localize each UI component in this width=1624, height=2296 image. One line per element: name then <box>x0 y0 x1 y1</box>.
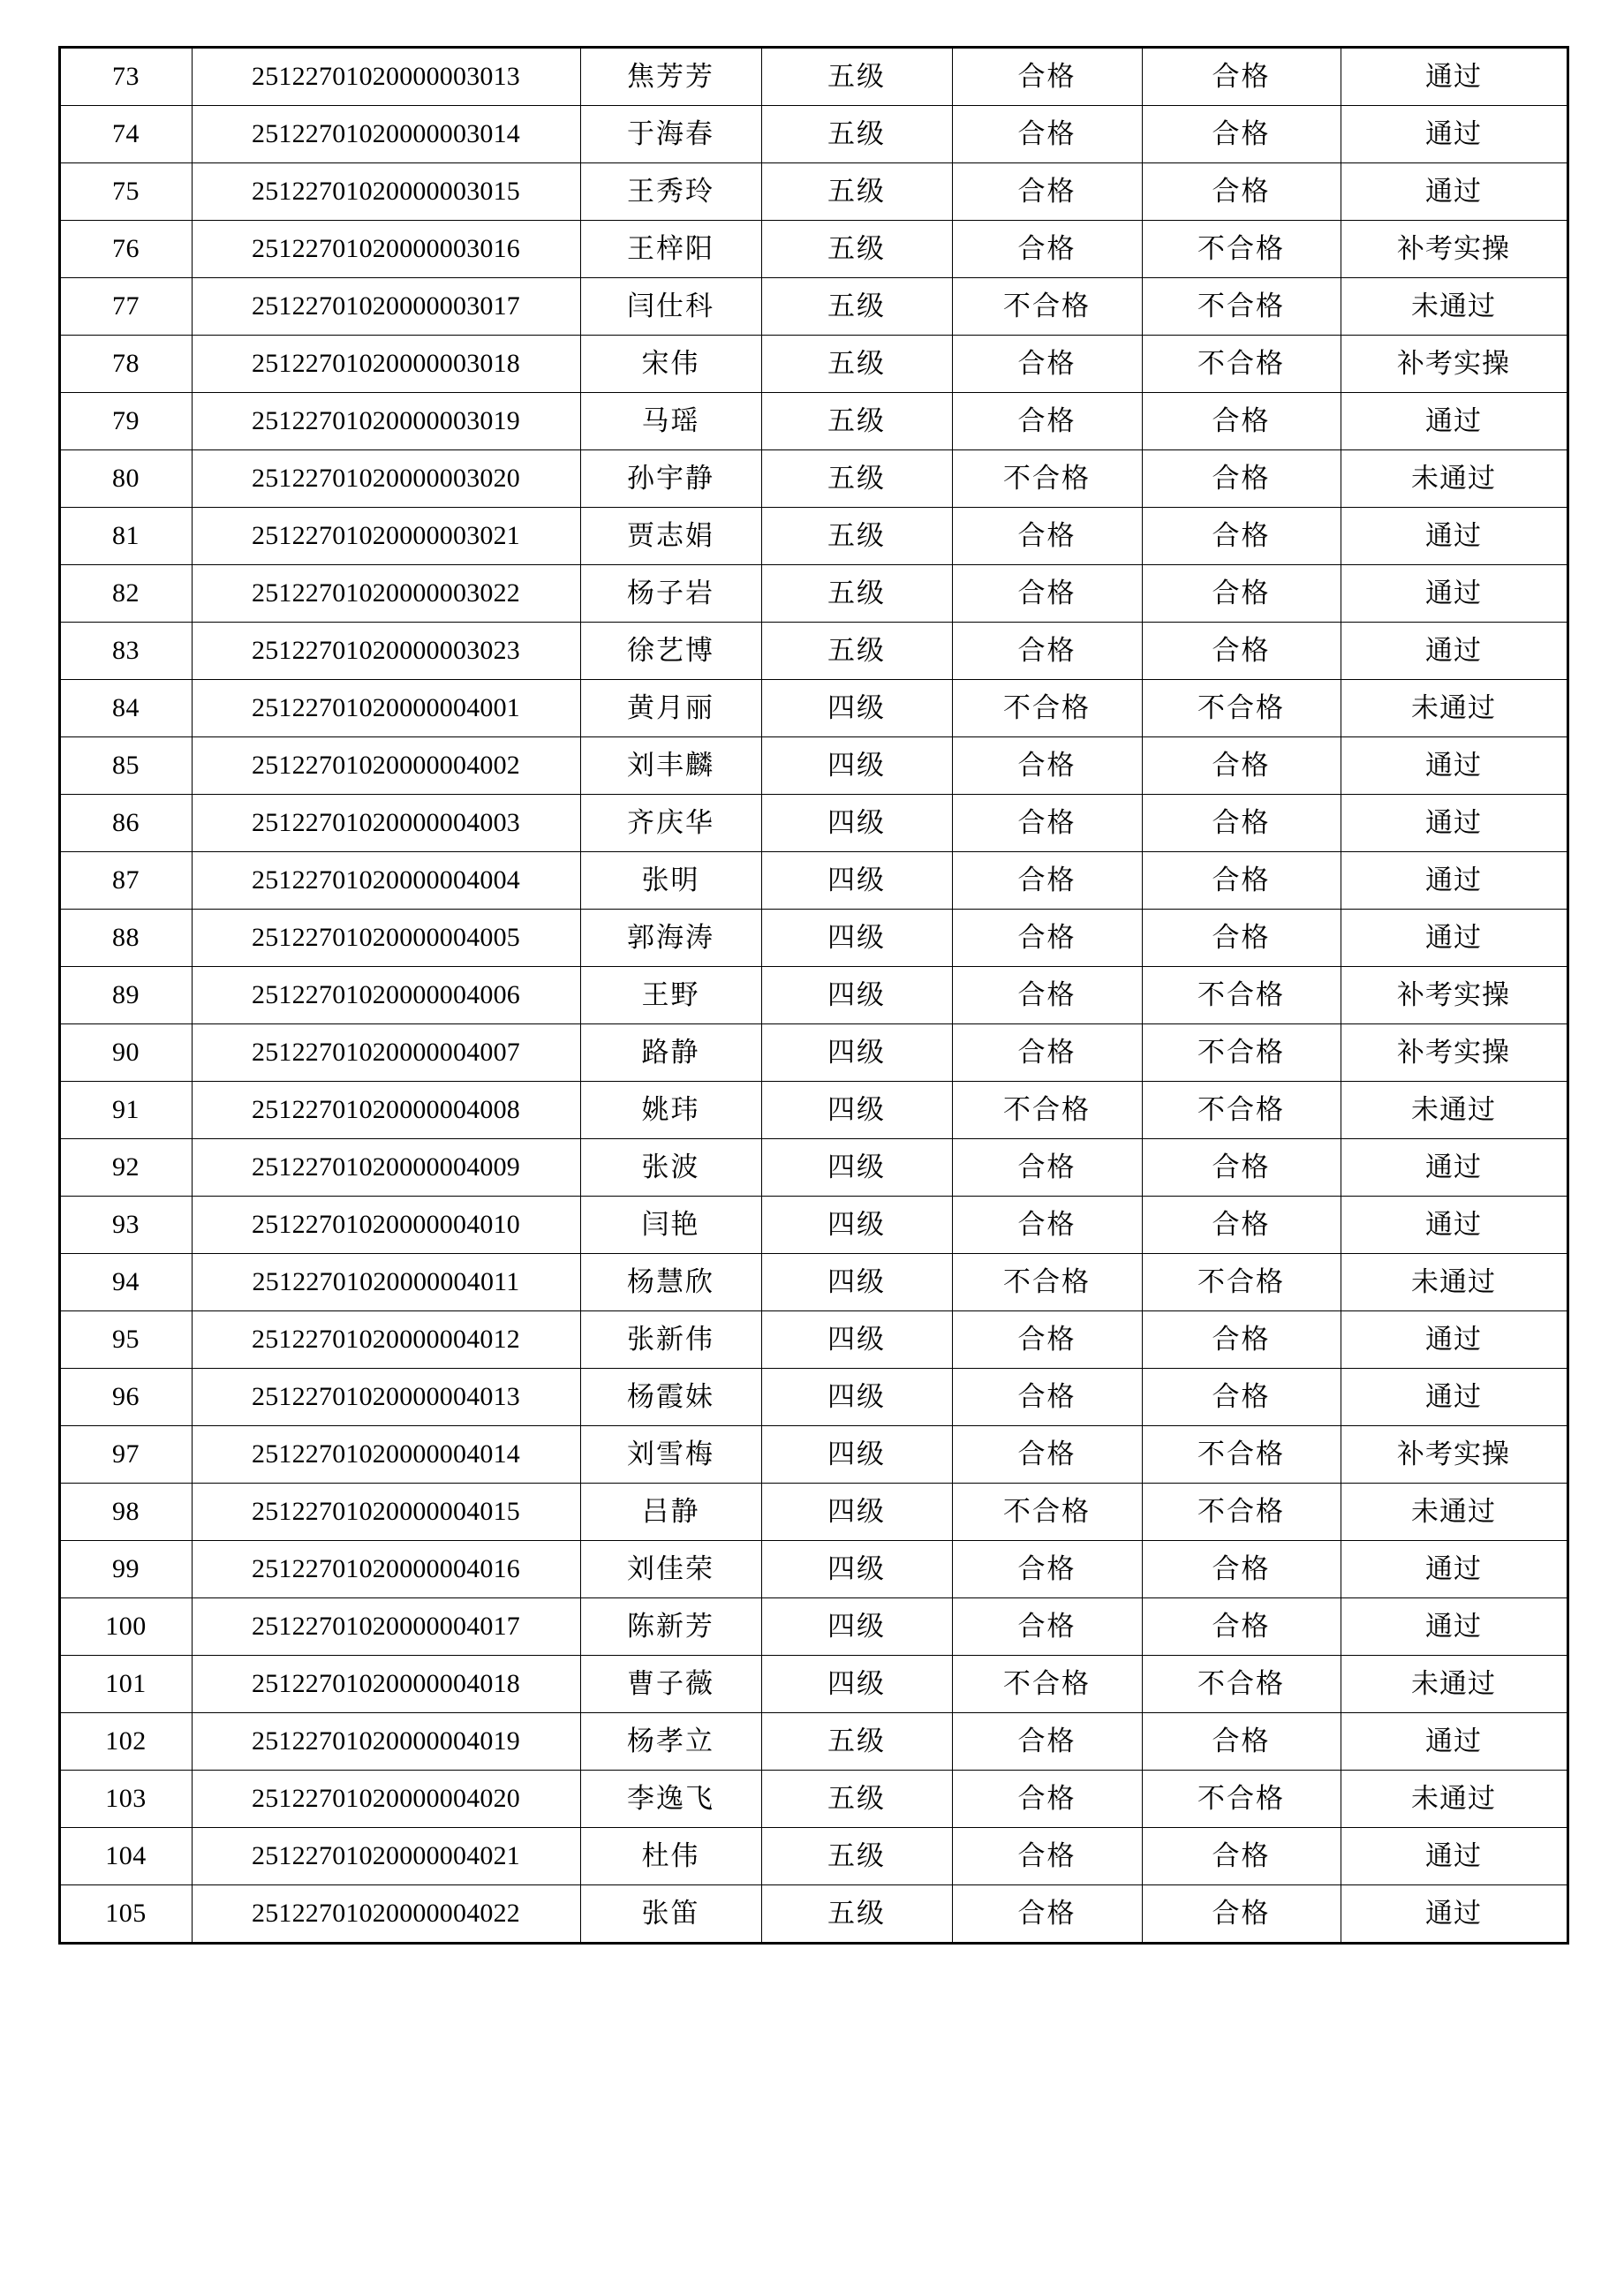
row-index: 100 <box>59 1598 192 1656</box>
candidate-name: 路静 <box>580 1024 761 1082</box>
candidate-id: 25122701020000004007 <box>192 1024 580 1082</box>
candidate-name: 陈新芳 <box>580 1598 761 1656</box>
row-index: 73 <box>59 48 192 106</box>
candidate-level: 四级 <box>761 1426 952 1484</box>
candidate-level: 五级 <box>761 278 952 336</box>
theory-result: 合格 <box>952 336 1142 393</box>
final-status: 通过 <box>1341 1311 1567 1369</box>
row-index: 97 <box>59 1426 192 1484</box>
final-status: 通过 <box>1341 1541 1567 1598</box>
candidate-name: 曹子薇 <box>580 1656 761 1713</box>
row-index: 92 <box>59 1139 192 1197</box>
row-index: 83 <box>59 623 192 680</box>
final-status: 补考实操 <box>1341 221 1567 278</box>
theory-result: 合格 <box>952 106 1142 163</box>
final-status: 补考实操 <box>1341 1024 1567 1082</box>
row-index: 91 <box>59 1082 192 1139</box>
row-index: 81 <box>59 508 192 565</box>
final-status: 未通过 <box>1341 450 1567 508</box>
candidate-id: 25122701020000004017 <box>192 1598 580 1656</box>
candidate-name: 杜伟 <box>580 1828 761 1885</box>
candidate-name: 黄月丽 <box>580 680 761 737</box>
final-status: 通过 <box>1341 393 1567 450</box>
table-row <box>59 910 1567 967</box>
final-status: 补考实操 <box>1341 336 1567 393</box>
row-index: 76 <box>59 221 192 278</box>
practical-result: 合格 <box>1142 910 1341 967</box>
final-status: 通过 <box>1341 48 1567 106</box>
candidate-name: 姚玮 <box>580 1082 761 1139</box>
table-row <box>59 737 1567 795</box>
candidate-name: 宋伟 <box>580 336 761 393</box>
results-table-container <box>58 46 1567 1945</box>
candidate-level: 五级 <box>761 508 952 565</box>
candidate-id: 25122701020000004019 <box>192 1713 580 1771</box>
practical-result: 合格 <box>1142 795 1341 852</box>
theory-result: 不合格 <box>952 1484 1142 1541</box>
candidate-name: 张新伟 <box>580 1311 761 1369</box>
table-row <box>59 393 1567 450</box>
theory-result: 不合格 <box>952 1082 1142 1139</box>
practical-result: 合格 <box>1142 737 1341 795</box>
candidate-id: 25122701020000004005 <box>192 910 580 967</box>
candidate-level: 五级 <box>761 623 952 680</box>
theory-result: 合格 <box>952 393 1142 450</box>
candidate-level: 四级 <box>761 795 952 852</box>
table-row <box>59 852 1567 910</box>
candidate-name: 马瑶 <box>580 393 761 450</box>
candidate-name: 闫仕科 <box>580 278 761 336</box>
row-index: 82 <box>59 565 192 623</box>
theory-result: 不合格 <box>952 680 1142 737</box>
final-status: 通过 <box>1341 106 1567 163</box>
candidate-id: 25122701020000004010 <box>192 1197 580 1254</box>
candidate-level: 四级 <box>761 737 952 795</box>
candidate-id: 25122701020000004022 <box>192 1885 580 1944</box>
final-status: 通过 <box>1341 1369 1567 1426</box>
final-status: 通过 <box>1341 737 1567 795</box>
theory-result: 合格 <box>952 1771 1142 1828</box>
candidate-level: 五级 <box>761 1713 952 1771</box>
table-row <box>59 1311 1567 1369</box>
row-index: 101 <box>59 1656 192 1713</box>
candidate-level: 四级 <box>761 1541 952 1598</box>
theory-result: 合格 <box>952 221 1142 278</box>
candidate-name: 杨慧欣 <box>580 1254 761 1311</box>
table-row <box>59 1139 1567 1197</box>
row-index: 96 <box>59 1369 192 1426</box>
row-index: 80 <box>59 450 192 508</box>
final-status: 未通过 <box>1341 278 1567 336</box>
candidate-level: 五级 <box>761 1885 952 1944</box>
final-status: 未通过 <box>1341 1484 1567 1541</box>
table-row <box>59 1828 1567 1885</box>
final-status: 通过 <box>1341 565 1567 623</box>
final-status: 通过 <box>1341 1713 1567 1771</box>
candidate-name: 齐庆华 <box>580 795 761 852</box>
row-index: 99 <box>59 1541 192 1598</box>
row-index: 75 <box>59 163 192 221</box>
table-row <box>59 48 1567 106</box>
theory-result: 合格 <box>952 1885 1142 1944</box>
candidate-id: 25122701020000003023 <box>192 623 580 680</box>
candidate-id: 25122701020000004006 <box>192 967 580 1024</box>
theory-result: 合格 <box>952 1197 1142 1254</box>
practical-result: 合格 <box>1142 1197 1341 1254</box>
row-index: 77 <box>59 278 192 336</box>
table-row <box>59 1369 1567 1426</box>
candidate-level: 四级 <box>761 1254 952 1311</box>
table-row <box>59 1197 1567 1254</box>
table-row <box>59 1598 1567 1656</box>
row-index: 98 <box>59 1484 192 1541</box>
candidate-level: 五级 <box>761 1771 952 1828</box>
row-index: 78 <box>59 336 192 393</box>
practical-result: 不合格 <box>1142 1426 1341 1484</box>
practical-result: 合格 <box>1142 450 1341 508</box>
candidate-level: 四级 <box>761 1024 952 1082</box>
candidate-id: 25122701020000004003 <box>192 795 580 852</box>
candidate-id: 25122701020000003017 <box>192 278 580 336</box>
practical-result: 合格 <box>1142 1311 1341 1369</box>
practical-result: 合格 <box>1142 623 1341 680</box>
row-index: 102 <box>59 1713 192 1771</box>
table-row <box>59 967 1567 1024</box>
candidate-level: 五级 <box>761 106 952 163</box>
practical-result: 合格 <box>1142 1541 1341 1598</box>
row-index: 86 <box>59 795 192 852</box>
practical-result: 合格 <box>1142 508 1341 565</box>
candidate-name: 吕静 <box>580 1484 761 1541</box>
candidate-name: 杨孝立 <box>580 1713 761 1771</box>
candidate-id: 25122701020000003013 <box>192 48 580 106</box>
row-index: 90 <box>59 1024 192 1082</box>
practical-result: 合格 <box>1142 565 1341 623</box>
practical-result: 不合格 <box>1142 1484 1341 1541</box>
theory-result: 合格 <box>952 565 1142 623</box>
theory-result: 不合格 <box>952 450 1142 508</box>
row-index: 85 <box>59 737 192 795</box>
practical-result: 不合格 <box>1142 1254 1341 1311</box>
exam-results-table <box>58 46 1569 1945</box>
row-index: 103 <box>59 1771 192 1828</box>
candidate-id: 25122701020000004014 <box>192 1426 580 1484</box>
candidate-name: 张笛 <box>580 1885 761 1944</box>
candidate-name: 孙宇静 <box>580 450 761 508</box>
final-status: 通过 <box>1341 1598 1567 1656</box>
candidate-level: 四级 <box>761 1598 952 1656</box>
practical-result: 不合格 <box>1142 680 1341 737</box>
practical-result: 合格 <box>1142 48 1341 106</box>
candidate-name: 刘佳荣 <box>580 1541 761 1598</box>
table-row <box>59 565 1567 623</box>
candidate-id: 25122701020000004002 <box>192 737 580 795</box>
theory-result: 合格 <box>952 1828 1142 1885</box>
candidate-level: 四级 <box>761 1197 952 1254</box>
theory-result: 不合格 <box>952 1254 1142 1311</box>
candidate-id: 25122701020000004021 <box>192 1828 580 1885</box>
final-status: 通过 <box>1341 852 1567 910</box>
table-row <box>59 163 1567 221</box>
row-index: 104 <box>59 1828 192 1885</box>
candidate-name: 王秀玲 <box>580 163 761 221</box>
practical-result: 合格 <box>1142 1369 1341 1426</box>
candidate-id: 25122701020000004018 <box>192 1656 580 1713</box>
table-row <box>59 278 1567 336</box>
table-row <box>59 1771 1567 1828</box>
candidate-level: 五级 <box>761 163 952 221</box>
candidate-level: 五级 <box>761 450 952 508</box>
candidate-name: 焦芳芳 <box>580 48 761 106</box>
theory-result: 合格 <box>952 508 1142 565</box>
candidate-name: 郭海涛 <box>580 910 761 967</box>
final-status: 通过 <box>1341 508 1567 565</box>
candidate-level: 五级 <box>761 565 952 623</box>
row-index: 74 <box>59 106 192 163</box>
candidate-name: 闫艳 <box>580 1197 761 1254</box>
practical-result: 不合格 <box>1142 336 1341 393</box>
theory-result: 合格 <box>952 1139 1142 1197</box>
candidate-level: 五级 <box>761 336 952 393</box>
table-row <box>59 623 1567 680</box>
final-status: 未通过 <box>1341 1254 1567 1311</box>
final-status: 补考实操 <box>1341 967 1567 1024</box>
table-row <box>59 1426 1567 1484</box>
table-row <box>59 1656 1567 1713</box>
candidate-level: 四级 <box>761 1311 952 1369</box>
candidate-level: 四级 <box>761 910 952 967</box>
practical-result: 不合格 <box>1142 1771 1341 1828</box>
theory-result: 不合格 <box>952 1656 1142 1713</box>
theory-result: 合格 <box>952 1541 1142 1598</box>
final-status: 通过 <box>1341 795 1567 852</box>
final-status: 通过 <box>1341 910 1567 967</box>
candidate-name: 杨子岩 <box>580 565 761 623</box>
table-row <box>59 106 1567 163</box>
candidate-level: 五级 <box>761 393 952 450</box>
row-index: 95 <box>59 1311 192 1369</box>
candidate-id: 25122701020000004012 <box>192 1311 580 1369</box>
candidate-id: 25122701020000003014 <box>192 106 580 163</box>
candidate-level: 四级 <box>761 852 952 910</box>
candidate-name: 贾志娟 <box>580 508 761 565</box>
candidate-level: 五级 <box>761 48 952 106</box>
final-status: 通过 <box>1341 623 1567 680</box>
table-row <box>59 336 1567 393</box>
practical-result: 不合格 <box>1142 1024 1341 1082</box>
practical-result: 合格 <box>1142 163 1341 221</box>
theory-result: 合格 <box>952 623 1142 680</box>
candidate-level: 五级 <box>761 1828 952 1885</box>
final-status: 通过 <box>1341 1828 1567 1885</box>
table-row <box>59 1541 1567 1598</box>
practical-result: 不合格 <box>1142 221 1341 278</box>
final-status: 未通过 <box>1341 1656 1567 1713</box>
final-status: 通过 <box>1341 1197 1567 1254</box>
candidate-level: 四级 <box>761 1656 952 1713</box>
table-row <box>59 508 1567 565</box>
table-row <box>59 795 1567 852</box>
candidate-level: 四级 <box>761 967 952 1024</box>
candidate-id: 25122701020000003015 <box>192 163 580 221</box>
practical-result: 合格 <box>1142 393 1341 450</box>
practical-result: 合格 <box>1142 1139 1341 1197</box>
theory-result: 合格 <box>952 967 1142 1024</box>
candidate-level: 四级 <box>761 1484 952 1541</box>
theory-result: 合格 <box>952 1024 1142 1082</box>
candidate-id: 25122701020000003016 <box>192 221 580 278</box>
practical-result: 合格 <box>1142 1828 1341 1885</box>
table-row <box>59 1713 1567 1771</box>
theory-result: 不合格 <box>952 278 1142 336</box>
candidate-name: 于海春 <box>580 106 761 163</box>
candidate-name: 张波 <box>580 1139 761 1197</box>
table-row <box>59 221 1567 278</box>
table-row <box>59 1484 1567 1541</box>
practical-result: 合格 <box>1142 852 1341 910</box>
candidate-id: 25122701020000004020 <box>192 1771 580 1828</box>
candidate-id: 25122701020000004016 <box>192 1541 580 1598</box>
theory-result: 合格 <box>952 1311 1142 1369</box>
candidate-id: 25122701020000003018 <box>192 336 580 393</box>
candidate-id: 25122701020000004013 <box>192 1369 580 1426</box>
row-index: 88 <box>59 910 192 967</box>
practical-result: 合格 <box>1142 1598 1341 1656</box>
candidate-name: 王梓阳 <box>580 221 761 278</box>
table-row <box>59 1082 1567 1139</box>
candidate-level: 五级 <box>761 221 952 278</box>
table-row <box>59 1024 1567 1082</box>
candidate-id: 25122701020000003021 <box>192 508 580 565</box>
theory-result: 合格 <box>952 795 1142 852</box>
candidate-id: 25122701020000004001 <box>192 680 580 737</box>
practical-result: 不合格 <box>1142 1656 1341 1713</box>
candidate-level: 四级 <box>761 1082 952 1139</box>
candidate-id: 25122701020000004004 <box>192 852 580 910</box>
theory-result: 合格 <box>952 1598 1142 1656</box>
row-index: 93 <box>59 1197 192 1254</box>
theory-result: 合格 <box>952 1369 1142 1426</box>
candidate-name: 徐艺博 <box>580 623 761 680</box>
candidate-level: 四级 <box>761 1369 952 1426</box>
row-index: 84 <box>59 680 192 737</box>
candidate-name: 杨霞妹 <box>580 1369 761 1426</box>
candidate-level: 四级 <box>761 680 952 737</box>
final-status: 通过 <box>1341 1885 1567 1944</box>
theory-result: 合格 <box>952 737 1142 795</box>
results-table-body <box>59 48 1567 1944</box>
candidate-id: 25122701020000004009 <box>192 1139 580 1197</box>
table-row <box>59 680 1567 737</box>
candidate-name: 张明 <box>580 852 761 910</box>
theory-result: 合格 <box>952 910 1142 967</box>
candidate-name: 李逸飞 <box>580 1771 761 1828</box>
practical-result: 不合格 <box>1142 278 1341 336</box>
theory-result: 合格 <box>952 48 1142 106</box>
theory-result: 合格 <box>952 852 1142 910</box>
candidate-name: 王野 <box>580 967 761 1024</box>
theory-result: 合格 <box>952 1713 1142 1771</box>
table-row <box>59 1254 1567 1311</box>
row-index: 79 <box>59 393 192 450</box>
theory-result: 合格 <box>952 1426 1142 1484</box>
table-row <box>59 1885 1567 1944</box>
candidate-id: 25122701020000004011 <box>192 1254 580 1311</box>
candidate-id: 25122701020000004015 <box>192 1484 580 1541</box>
practical-result: 不合格 <box>1142 1082 1341 1139</box>
row-index: 94 <box>59 1254 192 1311</box>
row-index: 87 <box>59 852 192 910</box>
candidate-id: 25122701020000003019 <box>192 393 580 450</box>
practical-result: 合格 <box>1142 1713 1341 1771</box>
candidate-id: 25122701020000004008 <box>192 1082 580 1139</box>
final-status: 通过 <box>1341 1139 1567 1197</box>
theory-result: 合格 <box>952 163 1142 221</box>
candidate-name: 刘丰麟 <box>580 737 761 795</box>
final-status: 未通过 <box>1341 680 1567 737</box>
candidate-level: 四级 <box>761 1139 952 1197</box>
final-status: 未通过 <box>1341 1082 1567 1139</box>
candidate-name: 刘雪梅 <box>580 1426 761 1484</box>
final-status: 未通过 <box>1341 1771 1567 1828</box>
practical-result: 不合格 <box>1142 967 1341 1024</box>
final-status: 补考实操 <box>1341 1426 1567 1484</box>
final-status: 通过 <box>1341 163 1567 221</box>
row-index: 89 <box>59 967 192 1024</box>
practical-result: 合格 <box>1142 106 1341 163</box>
table-row <box>59 450 1567 508</box>
practical-result: 合格 <box>1142 1885 1341 1944</box>
candidate-id: 25122701020000003022 <box>192 565 580 623</box>
row-index: 105 <box>59 1885 192 1944</box>
candidate-id: 25122701020000003020 <box>192 450 580 508</box>
